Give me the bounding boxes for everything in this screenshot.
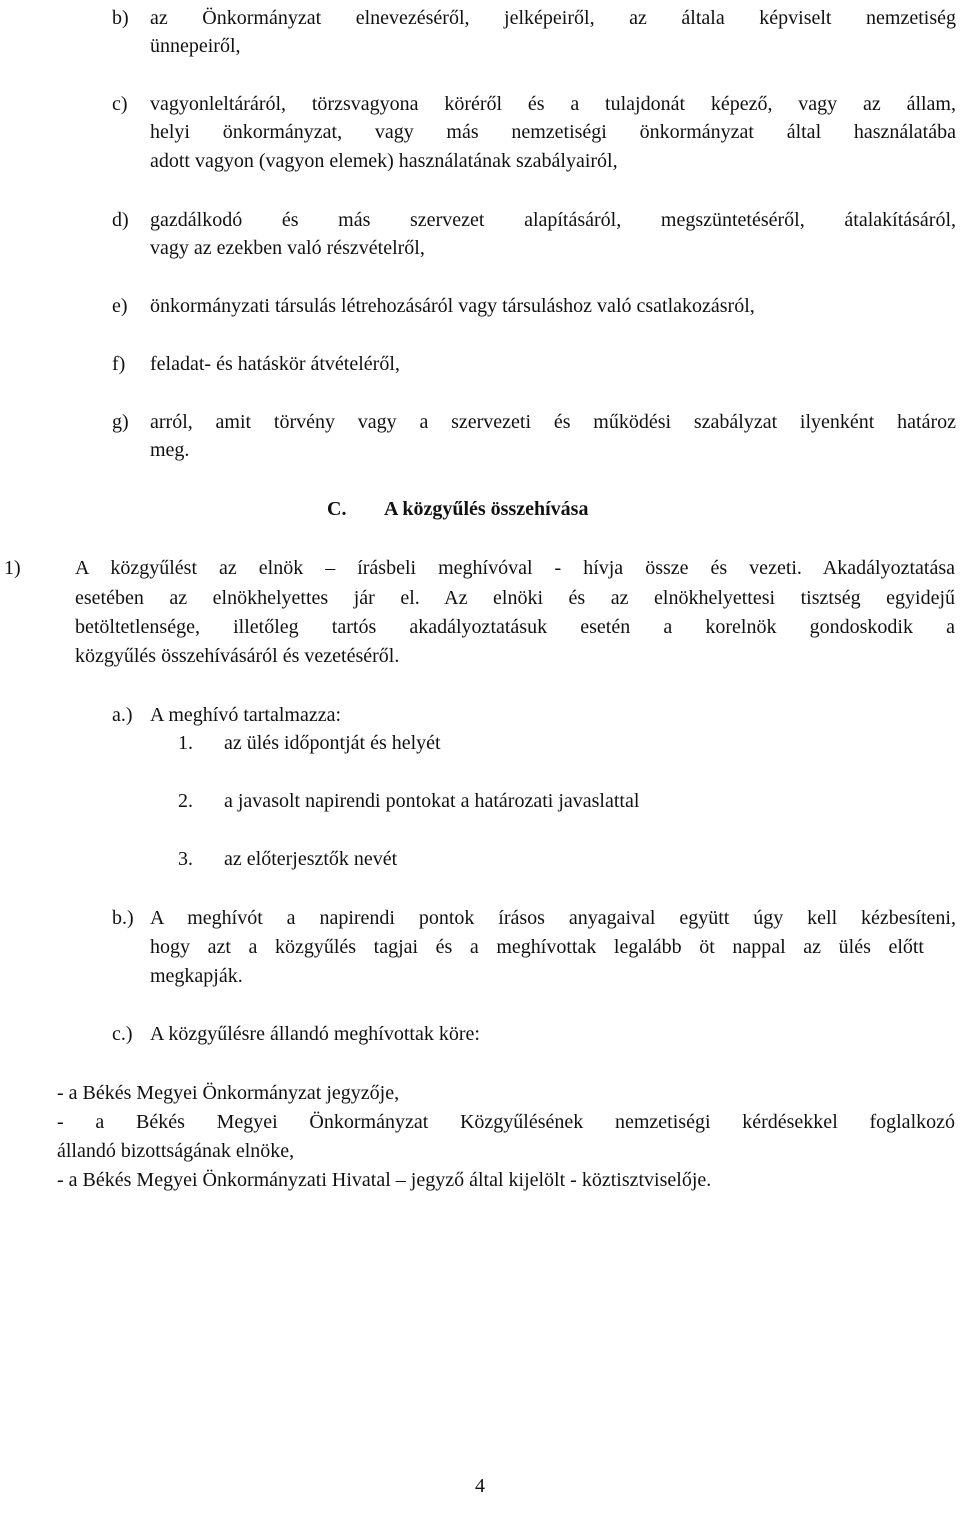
paragraph-line: közgyűlés összehívásáról és vezetéséről.	[75, 645, 400, 667]
sub-text: A meghívó tartalmazza:	[150, 704, 342, 726]
numbered-item-num: 1.	[178, 732, 193, 754]
list-text-line: ünnepeiről,	[150, 35, 241, 57]
sub-text: A közgyűlésre állandó meghívottak köre:	[150, 1023, 480, 1045]
sub-label: c.)	[112, 1023, 133, 1045]
list-label: f)	[112, 353, 126, 375]
list-label: b)	[112, 7, 129, 29]
paragraph-line: esetében az elnökhelyettes jár el. Az elnöki és az elnökhelyettesi tisztség egyidejű	[75, 587, 955, 609]
list-text-line: gazdálkodó és más szervezet alapításáról, megszüntetéséről, átalakításáról,	[150, 209, 956, 231]
sub-label: a.)	[112, 704, 133, 726]
sub-text-line: A meghívót a napirendi pontok írásos anyagaival együtt úgy kell kézbesíteni,	[150, 907, 956, 929]
list-text-line: arról, amit törvény vagy a szervezeti és működési szabályzat ilyenként határoz	[150, 411, 956, 433]
paragraph-line: betöltetlensége, illetőleg tartós akadályoztatásuk esetén a korelnök gondoskodik a	[75, 616, 955, 638]
list-text-line: vagyonleltáráról, törzsvagyona köréről és a tulajdonát képező, vagy az állam,	[150, 93, 956, 115]
invitee-line: - a Békés Megyei Önkormányzat Közgyűlésének nemzetiségi kérdésekkel foglalkozó	[57, 1111, 955, 1133]
numbered-item-text: az előterjesztők nevét	[224, 848, 398, 870]
list-text-line: adott vagyon (vagyon elemek) használatának szabályairól,	[150, 150, 618, 172]
sub-text-line: megkapják.	[150, 965, 243, 987]
list-label: d)	[112, 209, 129, 231]
list-text-line: meg.	[150, 439, 190, 461]
paragraph-line: A közgyűlést az elnök – írásbeli meghívóval - hívja össze és vezeti. Akadályoztatása	[75, 557, 955, 579]
page-number: 4	[475, 1475, 485, 1497]
list-text-line: önkormányzati társulás létrehozásáról vagy társuláshoz való csatlakozásról,	[150, 295, 755, 317]
paragraph-label: 1)	[4, 557, 21, 579]
section-number: C.	[327, 498, 347, 520]
numbered-item-num: 2.	[178, 790, 193, 812]
numbered-item-text: a javasolt napirendi pontokat a határozati javaslattal	[224, 790, 640, 812]
invitee-line: - a Békés Megyei Önkormányzat jegyzője,	[57, 1082, 400, 1104]
list-text-line: vagy az ezekben való részvételről,	[150, 237, 425, 259]
list-label: g)	[112, 411, 129, 433]
numbered-item-num: 3.	[178, 848, 193, 870]
numbered-item-text: az ülés időpontját és helyét	[224, 732, 441, 754]
list-label: c)	[112, 93, 128, 115]
sub-label: b.)	[112, 907, 134, 929]
list-text-line: feladat- és hatáskör átvételéről,	[150, 353, 400, 375]
sub-text-line: hogy azt a közgyűlés tagjai és a meghívottak legalább öt nappal az ülés előtt	[150, 936, 924, 958]
list-label: e)	[112, 295, 128, 317]
list-text-line: az Önkormányzat elnevezéséről, jelképeiről, az általa képviselt nemzetiség	[150, 7, 956, 29]
invitee-line: - a Békés Megyei Önkormányzati Hivatal – jegyző által kijelölt - köztisztviselője.	[57, 1169, 712, 1191]
section-title: A közgyűlés összehívása	[384, 498, 589, 520]
list-text-line: helyi önkormányzat, vagy más nemzetiségi önkormányzat által használatába	[150, 121, 956, 143]
invitee-line: állandó bizottságának elnöke,	[57, 1140, 295, 1162]
